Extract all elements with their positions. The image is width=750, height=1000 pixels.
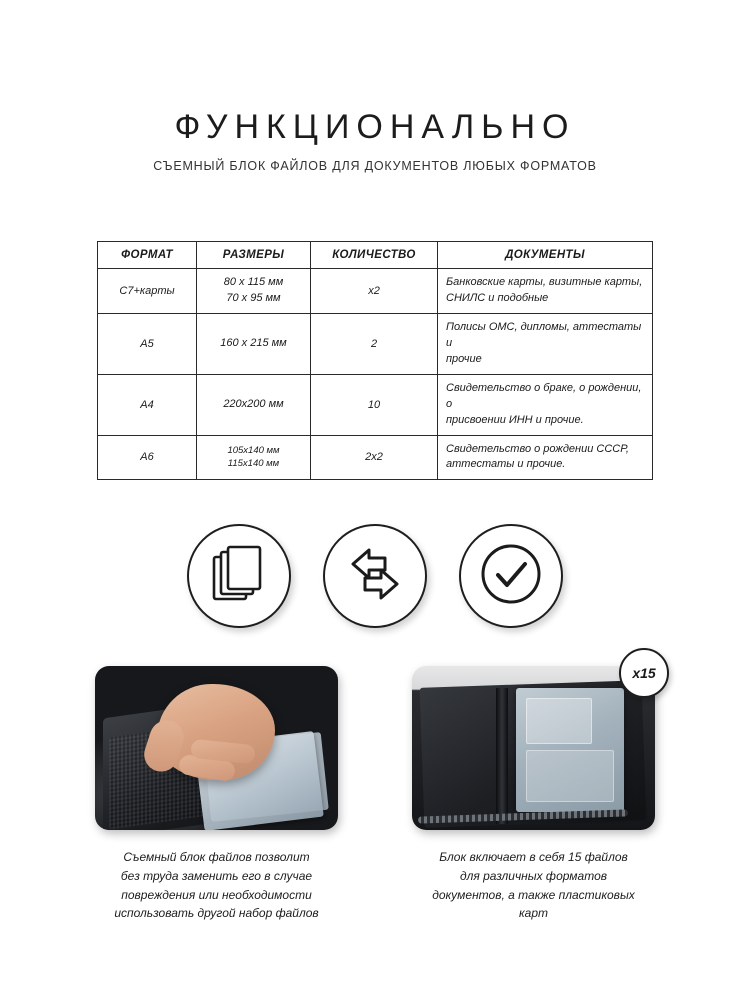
column-header-quantity: КОЛИЧЕСТВО <box>311 242 438 269</box>
caption-line: для различных форматов <box>459 868 608 883</box>
cell-documents <box>438 313 653 374</box>
exchange-arrows-icon <box>345 546 405 607</box>
header <box>0 0 750 173</box>
cell-documents-line1: Полисы ОМС, дипломы, аттестаты и <box>446 320 642 349</box>
plastic-pocket-large <box>526 750 614 802</box>
spec-table-body <box>98 269 653 480</box>
quantity-badge: x15 <box>619 648 669 698</box>
cell-format: А4 <box>98 374 197 435</box>
documents-stack-icon <box>212 545 266 608</box>
page-title: ФУНКЦИОНАЛЬНО <box>174 108 576 146</box>
cell-size-line2: 115х140 мм <box>227 458 280 470</box>
caption-line: документов, а также пластиковых <box>432 887 635 902</box>
table-header-row <box>98 242 653 269</box>
cell-documents-line2: прочие <box>446 352 482 365</box>
cell-quantity: 10 <box>311 374 438 435</box>
photo-column-right <box>412 666 655 922</box>
photo-removable-file-block <box>95 666 338 830</box>
photo-caption-right <box>412 848 655 922</box>
cell-documents-line2: аттестаты и прочие. <box>446 458 566 471</box>
caption-line: использовать другой набор файлов <box>114 906 319 921</box>
caption-line: Блок включает в себя 15 файлов <box>439 850 628 865</box>
plastic-pocket-small <box>526 698 592 744</box>
feature-icons <box>0 524 750 628</box>
cell-size-line1: 80 х 115 мм <box>223 276 284 288</box>
photo-clip <box>412 666 655 830</box>
cell-quantity: 2 <box>311 313 438 374</box>
photo-caption-left <box>95 848 338 922</box>
table-row <box>98 313 653 374</box>
cell-quantity: х2 <box>311 269 438 314</box>
icon-circle-exchange <box>323 524 427 628</box>
photo-column-left <box>95 666 338 922</box>
caption-line: повреждения или необходимости <box>121 887 312 902</box>
cell-size <box>197 269 311 314</box>
cell-documents-line1: Банковские карты, визитные карты, <box>446 276 643 288</box>
spec-table <box>97 241 653 480</box>
cell-format: C7+карты <box>98 269 197 314</box>
cell-documents-line2: СНИЛС и подобные <box>446 291 549 304</box>
table-row <box>98 435 653 480</box>
cell-size: 220х200 мм <box>197 374 311 435</box>
cell-format: А6 <box>98 435 197 480</box>
column-header-documents: ДОКУМЕНТЫ <box>438 242 653 269</box>
cell-size: 160 х 215 мм <box>197 313 311 374</box>
cell-quantity: 2х2 <box>311 435 438 480</box>
cell-size <box>197 435 311 480</box>
table-row <box>98 374 653 435</box>
column-header-size: РАЗМЕРЫ <box>197 242 311 269</box>
checkmark-circle-icon <box>480 543 542 610</box>
cell-documents-line1: Свидетельство о браке, о рождении, о <box>446 381 642 410</box>
caption-line: без труда заменить его в случае <box>120 868 313 883</box>
cell-format: А5 <box>98 313 197 374</box>
cell-documents <box>438 374 653 435</box>
plastic-file <box>516 688 624 812</box>
cell-size-line2: 70 х 95 мм <box>226 291 281 304</box>
spec-table-head <box>98 242 653 269</box>
photo-section <box>0 666 750 922</box>
column-header-format: ФОРМАТ <box>98 242 197 269</box>
icon-circle-documents <box>187 524 291 628</box>
spec-table-wrapper <box>97 241 653 480</box>
folder-spine <box>496 688 508 824</box>
cell-documents-line2: присвоении ИНН и прочие. <box>446 413 584 426</box>
cell-size-line1: 105х140 мм <box>227 444 280 456</box>
caption-line: карт <box>518 906 548 921</box>
cell-documents-line1: Свидетельство о рождении СССР, <box>446 442 629 455</box>
cell-documents <box>438 435 653 480</box>
icon-circle-check <box>459 524 563 628</box>
photo-folder-with-files <box>412 666 655 830</box>
page-subtitle: СЪЕМНЫЙ БЛОК ФАЙЛОВ ДЛЯ ДОКУМЕНТОВ ЛЮБЫХ ФОРМАТОВ <box>153 159 597 173</box>
table-row <box>98 269 653 314</box>
caption-line: Съемный блок файлов позволит <box>123 850 310 865</box>
cell-documents <box>438 269 653 314</box>
